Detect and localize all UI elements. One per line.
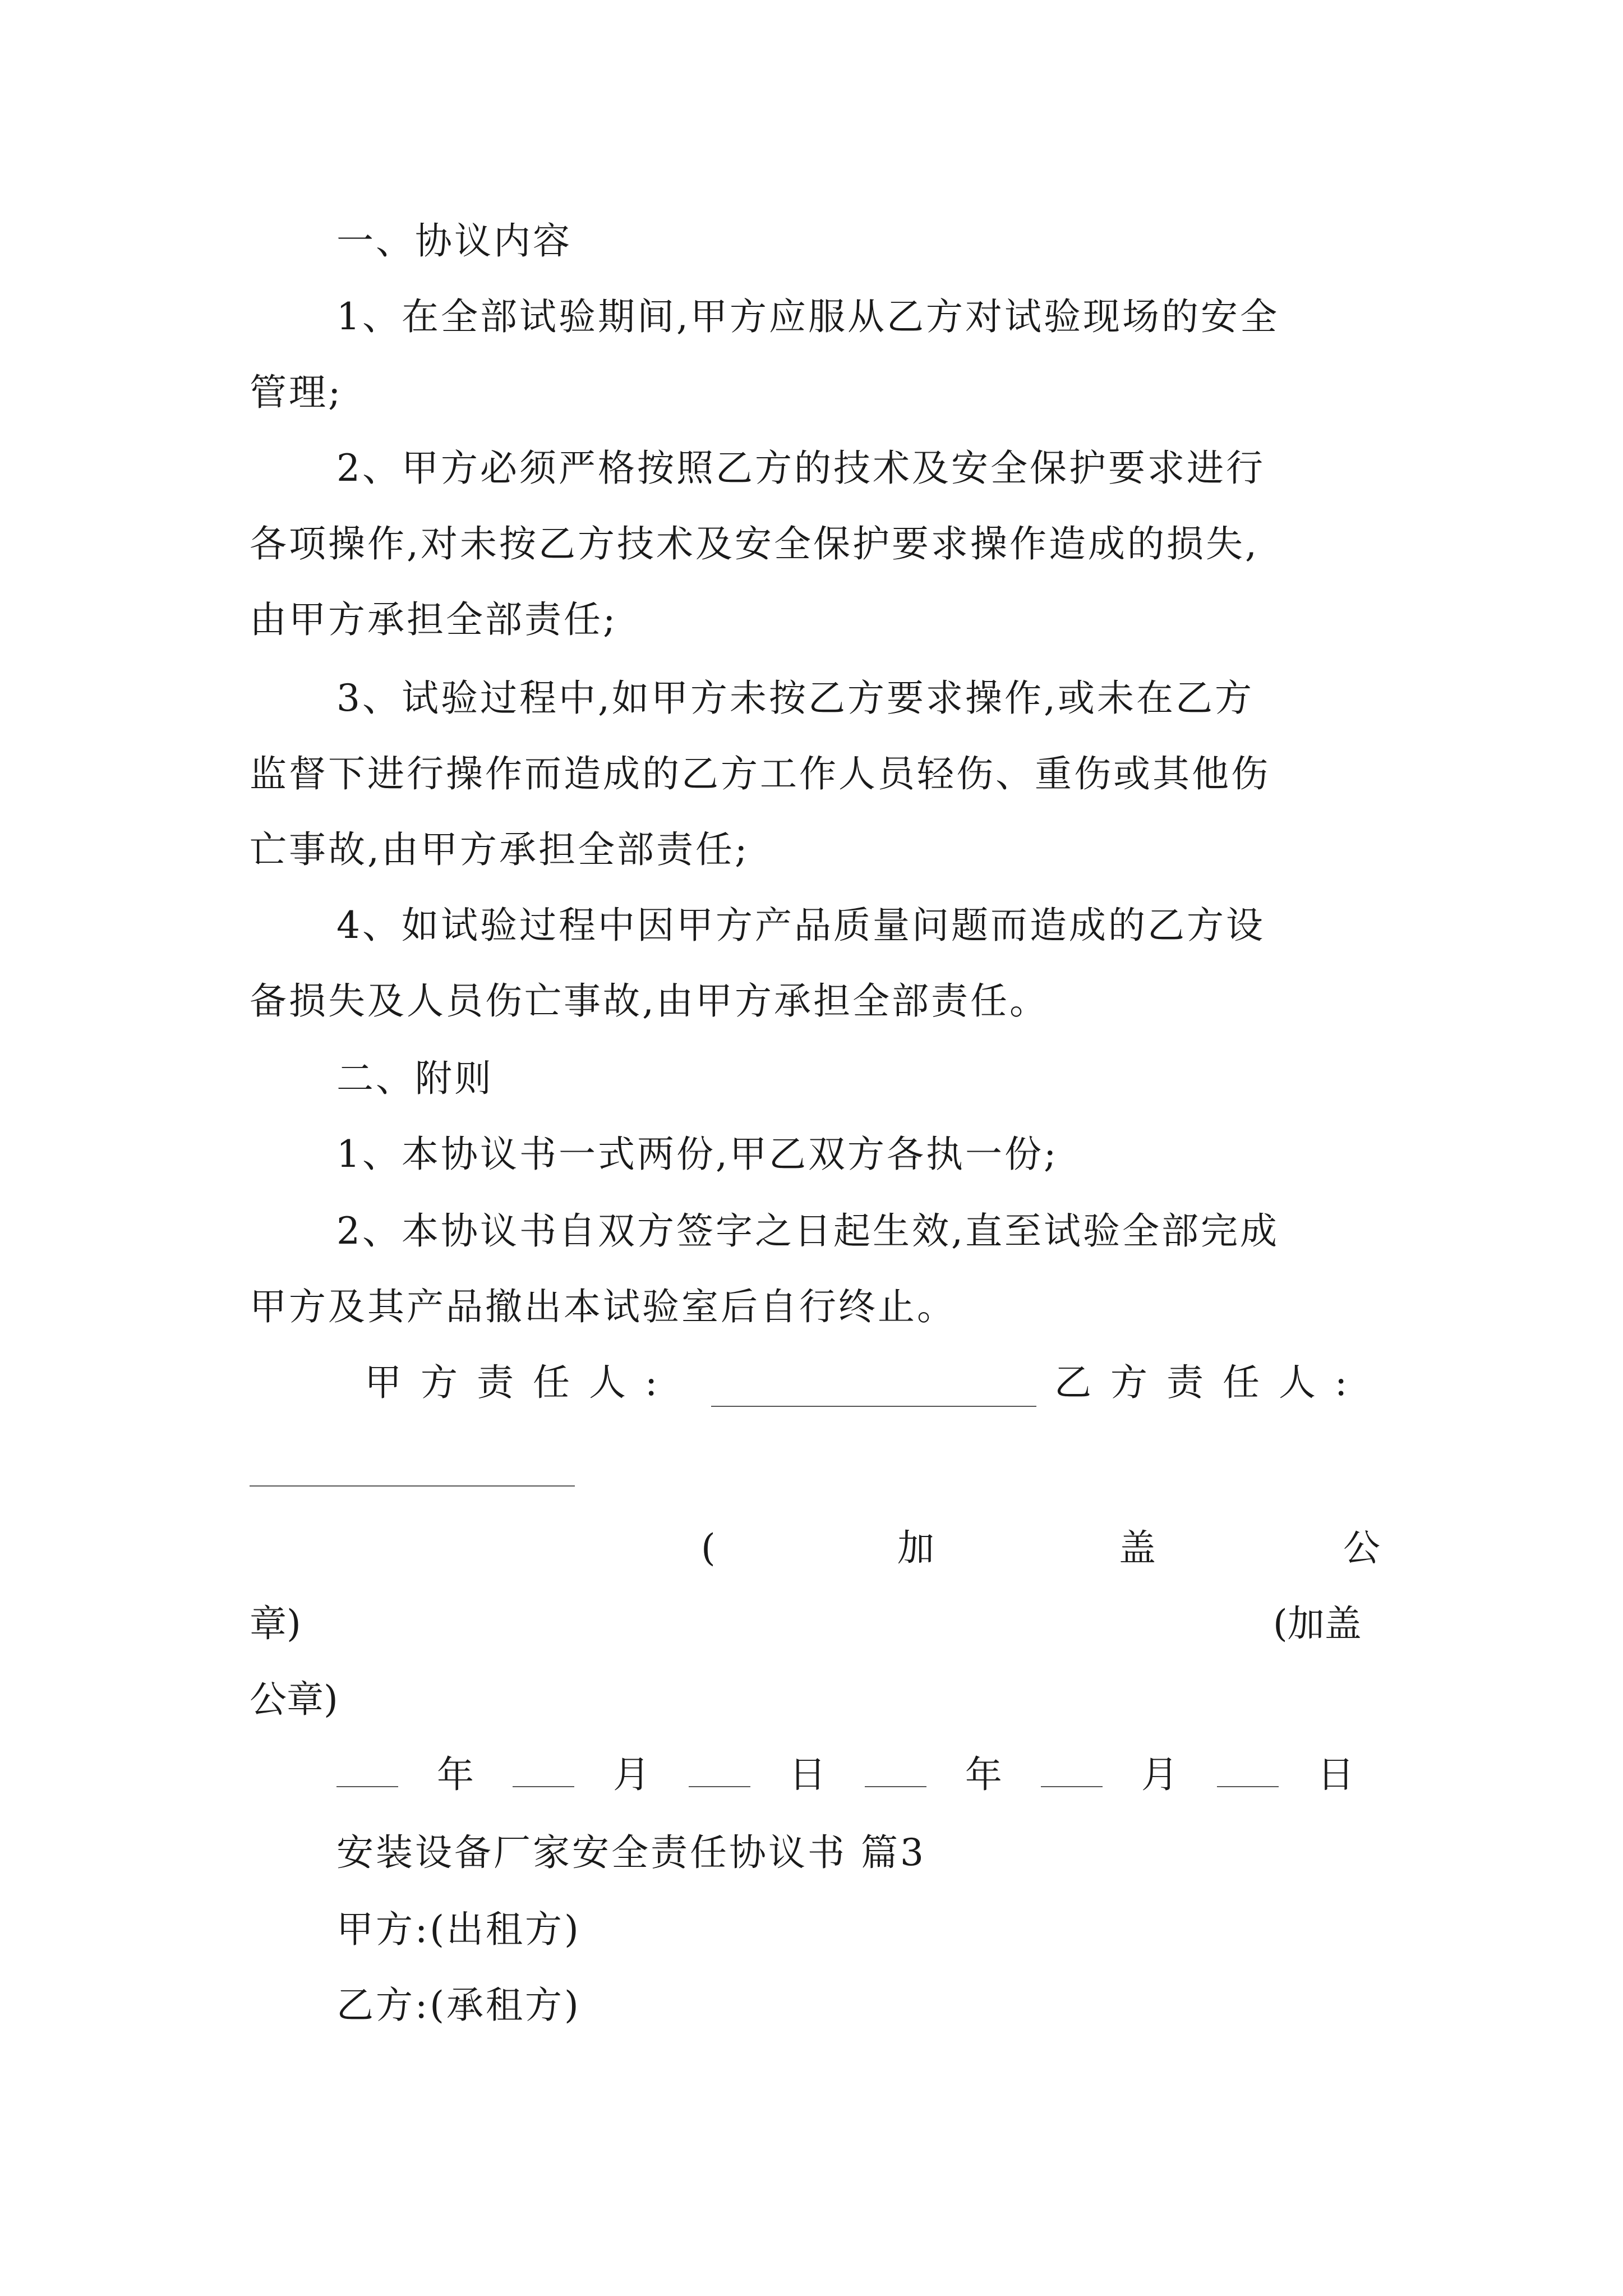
day-blank-b [1217,1749,1279,1787]
year-label-b: 年 [965,1753,1002,1796]
month-blank-a [513,1749,574,1787]
month-label-a: 月 [612,1753,650,1796]
item1-line2: 管理; [250,371,343,414]
party-b-responsible-label: 乙方责任人: [1054,1361,1367,1404]
date-row [336,1749,1381,1800]
seal-open-paren: ( [701,1526,716,1570]
month-label-b: 月 [1141,1753,1178,1796]
item2-line3: 由甲方承担全部责任; [250,598,618,641]
day-blank-a [689,1749,750,1787]
next-agreement-title: 安装设备厂家安全责任协议书 篇3 [336,1831,926,1874]
item4-line1: 4、如试验过程中因甲方产品质量问题而造成的乙方设 [336,904,1265,947]
month-blank-b [1041,1749,1103,1787]
rule1-line: 1、本协议书一式两份,甲乙双方各执一份; [336,1133,1059,1176]
party-a-signature-line [711,1369,1036,1407]
party-b-line: 乙方:(承租方) [336,1984,581,2027]
seal-char-jia: 加 [897,1526,934,1570]
item4-line2: 备损失及人员伤亡事故,由甲方承担全部责任。 [250,979,1049,1023]
item2-line2: 各项操作,对未按乙方技术及安全保护要求操作造成的损失, [250,522,1259,565]
section1-heading: 一、协议内容 [336,219,572,263]
party-a-responsible-label: 甲方责任人: [365,1361,677,1404]
year-label-a: 年 [436,1753,474,1796]
party-a-line: 甲方:(出租方) [336,1908,581,1951]
item1-line1: 1、在全部试验期间,甲方应服从乙方对试验现场的安全 [336,295,1279,338]
year-blank-a [336,1749,398,1787]
seal-close-zhang: 章) [250,1602,301,1645]
item3-line2: 监督下进行操作而造成的乙方工作人员轻伤、重伤或其他伤 [250,752,1270,795]
day-label-b: 日 [1317,1753,1354,1796]
seal2-part-b: 公章) [250,1678,338,1721]
section2-heading: 二、附则 [336,1057,494,1100]
seal2-part-a: (加盖 [1273,1602,1362,1645]
year-blank-b [865,1749,926,1787]
item3-line1: 3、试验过程中,如甲方未按乙方要求操作,或未在乙方 [336,677,1254,720]
day-label-a: 日 [789,1753,826,1796]
seal-char-gong: 公 [1343,1526,1380,1570]
rule2-line2: 甲方及其产品撤出本试验室后自行终止。 [250,1285,956,1328]
item3-line3: 亡事故,由甲方承担全部责任; [250,828,750,871]
seal-char-gai: 盖 [1119,1526,1156,1570]
rule2-line1: 2、本协议书自双方签字之日起生效,直至试验全部完成 [336,1209,1279,1253]
party-b-signature-line [250,1448,575,1487]
item2-line1: 2、甲方必须严格按照乙方的技术及安全保护要求进行 [336,447,1265,490]
